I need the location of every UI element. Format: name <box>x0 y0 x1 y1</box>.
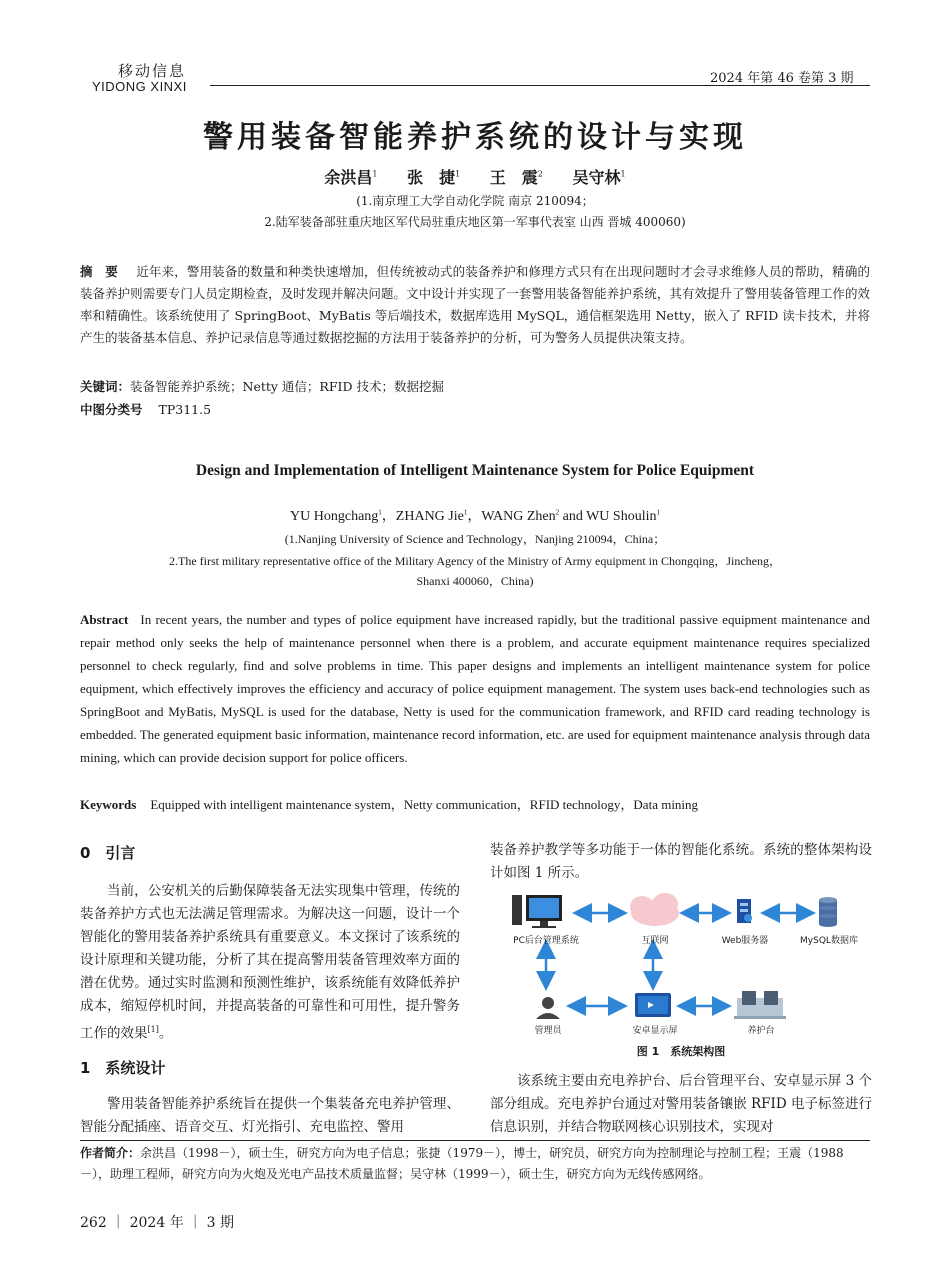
label-pc: PC后台管理系统 <box>513 936 579 946</box>
paper-title-en: Design and Implementation of Intelligent Maintenance System for Police Equipment <box>195 462 755 479</box>
affiliation-en-3: Shanxi 400060，China) <box>416 574 534 588</box>
clc-number: 中图分类号 TP311.5 <box>80 402 212 417</box>
section-1-paragraph: 警用装备智能养护系统旨在提供一个集装备充电养护管理、智能分配插座、语音交互、灯光指引、充电监控、警用 <box>80 1096 460 1135</box>
label-android: 安卓显示屏 <box>632 1026 678 1036</box>
internet-cloud-icon <box>630 893 679 926</box>
architecture-diagram <box>490 885 872 1040</box>
figure-1-caption: 图 1 系统架构图 <box>636 1045 726 1058</box>
web-server-icon <box>737 899 752 923</box>
paper-title: 警用装备智能养护系统的设计与实现 <box>203 120 747 155</box>
abstract-cn-text: 近年来，警用装备的数量和种类快速增加，但传统被动式的装备养护和修理方式只有在出现问题时才会寻求维修人员的帮助，精确的装备养护则需要专门人员定期检查，及时发现并解决问题。文中设计并实现了一套警用装备智能养护系统，其有效提升了警用装备管理工作的效率和精确性。该系统使用了 SpringBoot、MyBatis 等后端技术，数据库选用 MySQL，通信框架选用 Netty，嵌入了 RFID 读卡技术，并将产生的装备基本信息、养护记录信息等通过数据挖掘的方法用于装备养护的分析，可为警务人员提供决策支持。 <box>80 264 870 345</box>
label-mysql: MySQL数据库 <box>800 936 858 946</box>
label-internet: 互联网 <box>641 936 669 946</box>
section-1-heading: 1 系统设计 <box>80 1059 166 1077</box>
header-rule <box>210 85 870 86</box>
label-station: 养护台 <box>747 1026 775 1036</box>
footnote-rule <box>80 1140 870 1141</box>
journal-name-cn: 移动信息 <box>118 62 187 80</box>
label-admin: 管理员 <box>534 1026 562 1036</box>
abstract-cn <box>80 261 870 349</box>
keywords-en: Keywords Equipped with intelligent maintenance system，Netty communication，RFID technology，Data mining <box>80 797 699 812</box>
author: 张 捷$^1$ <box>407 168 461 187</box>
affiliation-en-2: 2.The first military representative office of the Military Agency of the Ministry of Army equipment in Chongqing，Jincheng， <box>169 554 781 568</box>
journal-name-en: YIDONG XINXI <box>92 79 187 94</box>
affiliation-cn-2: 2.陆军装备部驻重庆地区军代局驻重庆地区第一军事代表室 山西 晋城 400060) <box>264 215 686 229</box>
author-list-en: YU Hongchang$^1$，ZHANG Jie$^1$，WANG Zhen$^2$ and WU Shoulin$^1$ <box>290 508 660 524</box>
author-list <box>0 165 950 188</box>
affiliation-en-1: (1.Nanjing University of Science and Technology，Nanjing 210094，China； <box>284 532 666 546</box>
abstract-cn-label: 摘 要 <box>80 264 118 279</box>
author: 余洪昌$^1$ <box>324 168 378 187</box>
database-icon <box>819 897 837 927</box>
abstract-en-label: Abstract <box>80 612 129 627</box>
keywords-cn: 关键词：装备智能养护系统；Netty 通信；RFID 技术；数据挖掘 <box>80 379 444 394</box>
right-col-para-1: 装备养护教学等多功能于一体的智能化系统。系统的整体架构设计如图 1 所示。 <box>490 842 872 881</box>
section-0-heading: 0 引言 <box>80 844 136 862</box>
label-web-server: Web服务器 <box>721 936 769 946</box>
issue-info: 2024 年第 46 卷第 3 期 <box>710 71 854 86</box>
affiliation-cn-1: (1.南京理工大学自动化学院 南京 210094； <box>356 194 594 208</box>
page-footer: 262 ｜ 2024 年 ｜ 3 期 <box>80 1215 234 1231</box>
maintenance-station-icon <box>734 991 786 1019</box>
author: 王 震$^2$ <box>489 168 543 187</box>
figure-1 <box>490 885 872 1040</box>
author: 吴守林$^1$ <box>572 168 626 187</box>
pc-icon <box>512 895 562 928</box>
admin-person-icon <box>536 997 560 1019</box>
author-bio-footnote: 作者简介：余洪昌（1998－），硕士生，研究方向为电子信息；张捷（1979－），博士，研究员，研究方向为控制理论与控制工程；王震（1988－），助理工程师，研究方向为火炮及光电产品技术质量监督；吴守林（1999－），硕士生，研究方向为无线传感网络。 <box>80 1146 844 1181</box>
section-0-paragraph: 当前，公安机关的后勤保障装备无法实现集中管理，传统的装备养护方式也无法满足管理需求。为解决这一问题，设计一个智能化的警用装备养护系统具有重要意义。本文探讨了该系统的设计原理和关键功能，分析了其在提高警用装备管理效率方面的潜在优势。通过实时监测和预测性维护，该系统能有效降低养护成本，缩短停机时间，并提高装备的可靠性和可用性，提升警务工作的效果[1]。 <box>80 883 460 1042</box>
android-screen-icon <box>635 993 671 1017</box>
right-col-para-2: 该系统主要由充电养护台、后台管理平台、安卓显示屏 3 个部分组成。充电养护台通过对警用装备镶嵌 RFID 电子标签进行信息识别，并结合物联网核心识别技术，实现对 <box>490 1073 872 1135</box>
abstract-en: Abstract In recent years, the number and types of police equipment have increased rapidly, but the traditional passive equipment maintenance and repair method only seeks the help of maintenance personnel when there is a problem, and accurate equipment maintenance requires specialized personnel to check regularly, find and solve problems in time. This paper designs and implements an intelligent maintenance system for police equipment, which effectively improves the efficiency and accuracy of police equipment management. The system uses back-end technologies such as SpringBoot and MyBatis, MySQL is used for the database, Netty is used for the communication framework, and RFID card reading technology is embedded. The generated equipment basic information, maintenance record information, etc. are used for equipment maintenance analysis through data mining, which can provide decision support for police officers. <box>80 612 870 765</box>
